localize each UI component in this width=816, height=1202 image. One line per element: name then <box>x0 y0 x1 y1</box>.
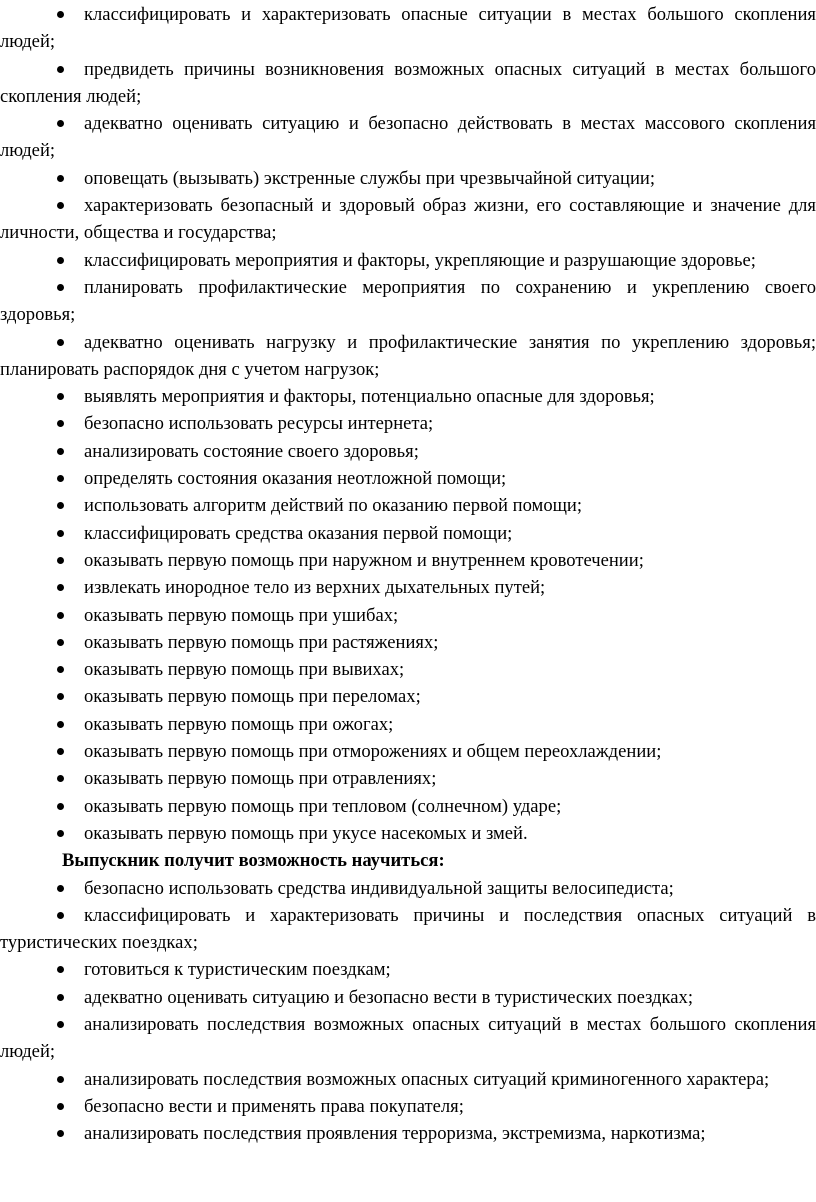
list-item: адекватно оценивать ситуацию и безопасно вести в туристических поездках; <box>0 984 816 1011</box>
list-item: готовиться к туристическим поездкам; <box>0 956 816 983</box>
list-item: анализировать состояние своего здоровья; <box>0 438 816 465</box>
list-item: безопасно вести и применять права покупателя; <box>0 1093 816 1120</box>
list-item: классифицировать мероприятия и факторы, укрепляющие и разрушающие здоровье; <box>0 247 816 274</box>
list-item: планировать профилактические мероприятия по сохранению и укреплению своего здоровья; <box>0 274 816 329</box>
bullet-icon <box>55 1120 67 1147</box>
bullet-icon <box>55 574 67 601</box>
bullet-icon <box>55 793 67 820</box>
list-item: использовать алгоритм действий по оказанию первой помощи; <box>0 492 816 519</box>
list-item: оказывать первую помощь при отравлениях; <box>0 765 816 792</box>
list-item: оказывать первую помощь при наружном и внутреннем кровотечении; <box>0 547 816 574</box>
section-heading: Выпускник получит возможность научиться: <box>62 850 445 872</box>
bullet-icon <box>55 520 67 547</box>
bullet-icon <box>55 738 67 765</box>
bullet-icon <box>55 438 67 465</box>
list-item: анализировать последствия возможных опасных ситуаций криминогенного характера; <box>0 1066 816 1093</box>
list-item: характеризовать безопасный и здоровый образ жизни, его составляющие и значение для личности, общества и государства; <box>0 192 816 247</box>
bullet-icon <box>55 902 67 929</box>
bullet-icon <box>55 465 67 492</box>
bullet-icon <box>55 329 67 356</box>
list-item: классифицировать и характеризовать причины и последствия опасных ситуаций в туристических поездках; <box>0 902 816 957</box>
bullet-icon <box>55 875 67 902</box>
bullet-icon <box>55 765 67 792</box>
list-item: предвидеть причины возникновения возможных опасных ситуаций в местах большого скопления людей; <box>0 56 816 111</box>
list-item: определять состояния оказания неотложной помощи; <box>0 465 816 492</box>
list-item: адекватно оценивать ситуацию и безопасно действовать в местах массового скопления людей; <box>0 110 816 165</box>
list-item: оказывать первую помощь при переломах; <box>0 683 816 710</box>
list-item: классифицировать средства оказания первой помощи; <box>0 520 816 547</box>
list-item: оказывать первую помощь при растяжениях; <box>0 629 816 656</box>
list-item: оказывать первую помощь при ушибах; <box>0 602 816 629</box>
bullet-icon <box>55 711 67 738</box>
bullet-icon <box>55 683 67 710</box>
bullet-icon <box>55 1011 67 1038</box>
skills-list-advanced <box>0 875 816 1148</box>
list-item: классифицировать и характеризовать опасные ситуации в местах большого скопления людей; <box>0 1 816 56</box>
bullet-icon <box>55 547 67 574</box>
list-item: анализировать последствия возможных опасных ситуаций в местах большого скопления людей; <box>0 1011 816 1066</box>
bullet-icon <box>55 820 67 847</box>
bullet-icon <box>55 1066 67 1093</box>
list-item: оказывать первую помощь при ожогах; <box>0 711 816 738</box>
list-item: безопасно использовать средства индивидуальной защиты велосипедиста; <box>0 875 816 902</box>
skills-list-basic <box>0 1 816 847</box>
list-item: оказывать первую помощь при укусе насекомых и змей. <box>0 820 816 847</box>
bullet-icon <box>55 192 67 219</box>
list-item: извлекать инородное тело из верхних дыхательных путей; <box>0 574 816 601</box>
list-item: оказывать первую помощь при отморожениях и общем переохлаждении; <box>0 738 816 765</box>
list-item: оказывать первую помощь при вывихах; <box>0 656 816 683</box>
bullet-icon <box>55 956 67 983</box>
bullet-icon <box>55 383 67 410</box>
list-item: выявлять мероприятия и факторы, потенциально опасные для здоровья; <box>0 383 816 410</box>
list-item: безопасно использовать ресурсы интернета; <box>0 410 816 437</box>
bullet-icon <box>55 274 67 301</box>
bullet-icon <box>55 602 67 629</box>
bullet-icon <box>55 165 67 192</box>
bullet-icon <box>55 1093 67 1120</box>
bullet-icon <box>55 656 67 683</box>
bullet-icon <box>55 56 67 83</box>
list-item: адекватно оценивать нагрузку и профилактические занятия по укреплению здоровья; планировать распорядок дня с учетом нагрузок; <box>0 329 816 384</box>
bullet-icon <box>55 110 67 137</box>
bullet-icon <box>55 629 67 656</box>
list-item: анализировать последствия проявления терроризма, экстремизма, наркотизма; <box>0 1120 816 1147</box>
bullet-icon <box>55 984 67 1011</box>
bullet-icon <box>55 1 67 28</box>
list-item: оповещать (вызывать) экстренные службы при чрезвычайной ситуации; <box>0 165 816 192</box>
bullet-icon <box>55 492 67 519</box>
bullet-icon <box>55 247 67 274</box>
bullet-icon <box>55 410 67 437</box>
list-item: оказывать первую помощь при тепловом (солнечном) ударе; <box>0 793 816 820</box>
